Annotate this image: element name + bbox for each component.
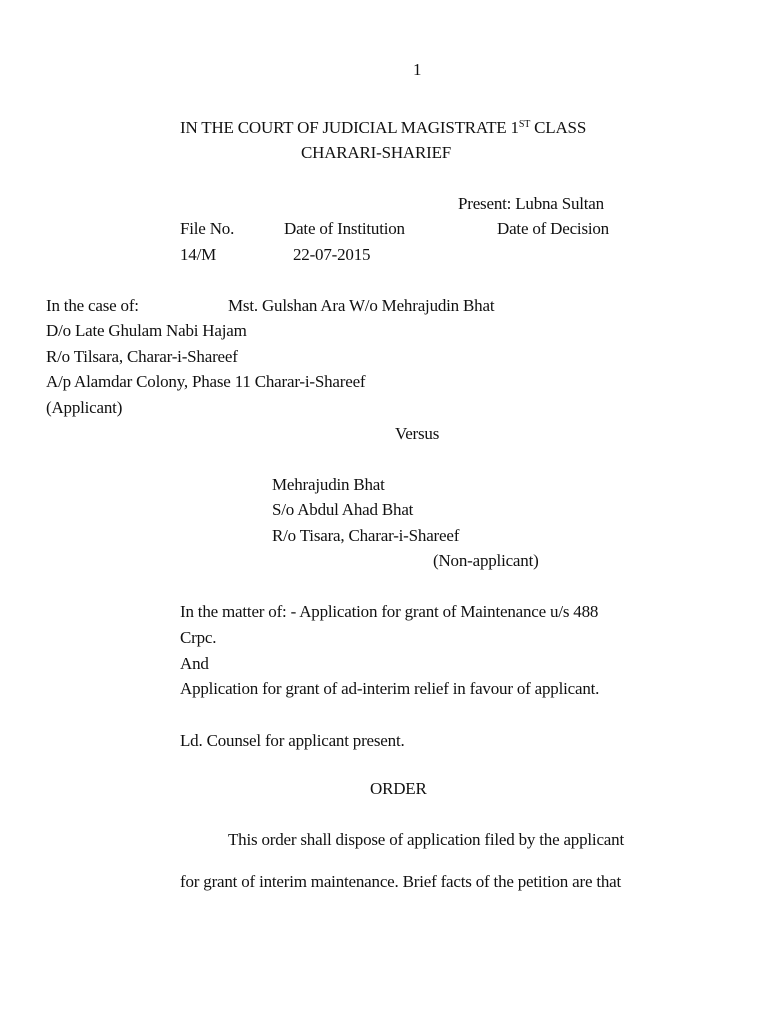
non-applicant-line: Mehrajudin Bhat xyxy=(272,475,385,494)
non-applicant-line: S/o Abdul Ahad Bhat xyxy=(272,500,414,519)
present-magistrate: Present: Lubna Sultan xyxy=(458,194,604,213)
applicant-line: A/p Alamdar Colony, Phase 11 Charar-i-Shareef xyxy=(46,372,366,391)
applicant-role: (Applicant) xyxy=(46,398,123,417)
order-heading: ORDER xyxy=(370,779,427,798)
date-institution-header: Date of Institution xyxy=(284,219,405,238)
counsel-note: Ld. Counsel for applicant present. xyxy=(180,731,405,750)
applicant-line: D/o Late Ghulam Nabi Hajam xyxy=(46,321,247,340)
date-decision-header: Date of Decision xyxy=(497,219,609,238)
court-heading-text: IN THE COURT OF JUDICIAL MAGISTRATE 1 xyxy=(180,118,519,137)
non-applicant-line: R/o Tisara, Charar-i-Shareef xyxy=(272,526,460,545)
court-location: CHARARI-SHARIEF xyxy=(301,143,452,162)
order-paragraph-line: This order shall dispose of application filed by the applicant xyxy=(228,830,624,849)
applicant-name: Mst. Gulshan Ara W/o Mehrajudin Bhat xyxy=(228,296,495,315)
court-heading xyxy=(180,119,586,136)
matter-line: In the matter of: - Application for grant of Maintenance u/s 488 xyxy=(180,602,599,621)
applicant-line: R/o Tilsara, Charar-i-Shareef xyxy=(46,347,238,366)
file-no-value: 14/M xyxy=(180,245,217,264)
court-heading-suffix: CLASS xyxy=(530,118,587,137)
court-heading-superscript: ST xyxy=(518,119,531,130)
case-label: In the case of: xyxy=(46,296,139,315)
file-no-header: File No. xyxy=(180,219,235,238)
versus-label: Versus xyxy=(395,424,440,443)
date-institution-value: 22-07-2015 xyxy=(293,245,371,264)
matter-line: And xyxy=(180,654,209,673)
non-applicant-role: (Non-applicant) xyxy=(433,551,539,570)
order-paragraph-line: for grant of interim maintenance. Brief facts of the petition are that xyxy=(180,872,622,891)
matter-line: Application for grant of ad-interim relief in favour of applicant. xyxy=(180,679,600,698)
page-number: 1 xyxy=(413,60,422,79)
matter-line: Crpc. xyxy=(180,628,217,647)
